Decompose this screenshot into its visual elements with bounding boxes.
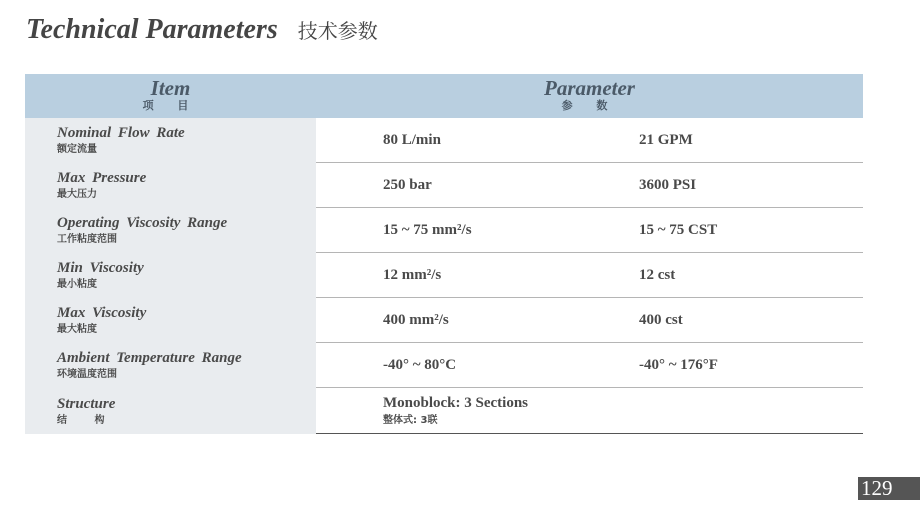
structure-value-en: Monoblock: 3 Sections bbox=[383, 394, 529, 411]
row-label bbox=[25, 163, 316, 208]
row-label-cn: 最大压力 bbox=[57, 189, 97, 200]
row-label-cn: 额定流量 bbox=[57, 144, 97, 155]
row-label-cn: 环境温度范围 bbox=[57, 369, 117, 380]
page-header bbox=[26, 14, 378, 54]
table-row bbox=[25, 208, 863, 253]
row-label bbox=[25, 253, 316, 298]
page-title: Technical Parameters bbox=[26, 14, 278, 45]
value-metric: 15 ~ 75 mm²/s bbox=[383, 221, 472, 238]
value-imperial: 12 cst bbox=[639, 266, 676, 283]
value-metric: -40° ~ 80°C bbox=[383, 356, 457, 373]
structure-value-cn: 整体式: 3联 bbox=[383, 414, 438, 426]
row-label-en: Ambient Temperature Range bbox=[57, 350, 242, 366]
row-label-en: Min Viscosity bbox=[57, 260, 144, 276]
row-values bbox=[316, 343, 863, 388]
value-metric: 250 bar bbox=[383, 176, 432, 193]
row-label-en: Structure bbox=[57, 395, 116, 412]
row-label-cn: 最大粘度 bbox=[57, 324, 97, 335]
page-number: 129 bbox=[858, 477, 920, 500]
row-values bbox=[316, 163, 863, 208]
value-metric: 400 mm²/s bbox=[383, 311, 449, 328]
table-row bbox=[25, 163, 863, 208]
header-item bbox=[25, 74, 316, 118]
table-row bbox=[25, 343, 863, 388]
table-row-structure bbox=[25, 388, 863, 434]
value-imperial: 15 ~ 75 CST bbox=[639, 221, 718, 238]
parameters-table bbox=[25, 74, 863, 434]
header-item-cn: 项 目 bbox=[142, 99, 199, 112]
row-label-en: Max Viscosity bbox=[57, 305, 147, 321]
table-header bbox=[25, 74, 863, 118]
value-imperial: -40° ~ 176°F bbox=[639, 356, 718, 373]
row-values bbox=[316, 118, 863, 163]
value-imperial: 21 GPM bbox=[639, 131, 693, 148]
row-label-en: Max Pressure bbox=[57, 170, 147, 186]
row-values bbox=[316, 253, 863, 298]
header-parameter bbox=[316, 74, 863, 118]
value-metric: 80 L/min bbox=[383, 131, 441, 148]
header-item-en: Item bbox=[150, 76, 191, 100]
row-label-cn: 最小粘度 bbox=[57, 279, 97, 290]
page-title-cn: 技术参数 bbox=[297, 19, 378, 43]
row-label bbox=[25, 118, 316, 163]
row-label-en: Nominal Flow Rate bbox=[57, 125, 185, 141]
row-label bbox=[25, 343, 316, 388]
row-label bbox=[25, 388, 316, 434]
row-label-cn: 结 构 bbox=[57, 414, 117, 426]
value-imperial: 3600 PSI bbox=[639, 176, 697, 193]
header-parameter-cn: 参 数 bbox=[561, 99, 618, 112]
table-row bbox=[25, 298, 863, 343]
row-label bbox=[25, 298, 316, 343]
row-label bbox=[25, 208, 316, 253]
value-imperial: 400 cst bbox=[639, 311, 683, 328]
row-values bbox=[316, 208, 863, 253]
row-label-cn: 工作粘度范围 bbox=[57, 234, 117, 245]
value-metric: 12 mm²/s bbox=[383, 266, 442, 283]
row-label-en: Operating Viscosity Range bbox=[57, 215, 228, 231]
table-row bbox=[25, 118, 863, 163]
header-parameter-en: Parameter bbox=[544, 76, 635, 100]
structure-value bbox=[316, 394, 528, 428]
row-values bbox=[316, 388, 863, 434]
row-values bbox=[316, 298, 863, 343]
table-row bbox=[25, 253, 863, 298]
